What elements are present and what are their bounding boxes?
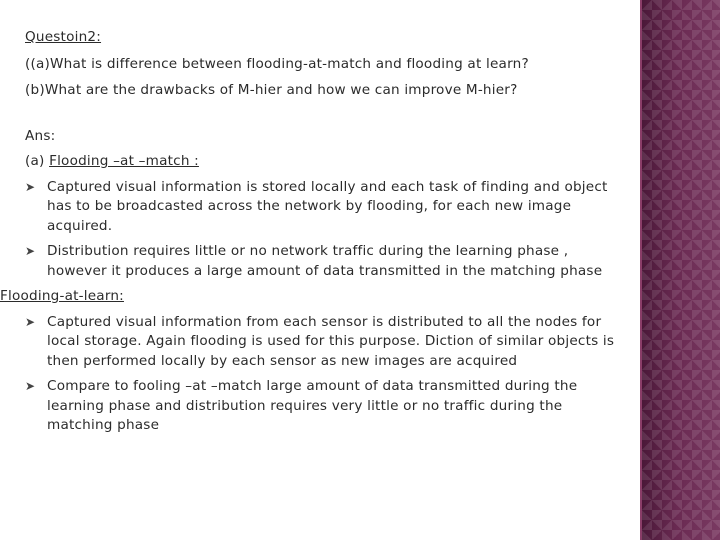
arrow-bullet-icon: ➤ — [25, 314, 36, 329]
arrow-bullet-icon: ➤ — [25, 379, 36, 393]
decorative-side-panel — [642, 0, 720, 540]
question-heading: Questoin2: — [25, 29, 102, 45]
section-a-prefix: (a) — [25, 153, 50, 169]
section-a-title: Flooding –at –match : — [49, 153, 199, 169]
bullet-text: Distribution requires little or no network traffic during the learning phase , however it produces a large amount of data transmitted in the matching phase — [47, 243, 603, 279]
section-b-title: Flooding-at-learn: — [0, 288, 124, 304]
arrow-bullet-icon: ➤ — [25, 244, 36, 258]
section-a-bullet-2 — [25, 242, 625, 281]
question-part-a: ((a)What is difference between flooding-at-match and flooding at learn? — [25, 55, 529, 72]
section-a-heading — [25, 152, 625, 172]
question-part-b: (b)What are the drawbacks of M-hier and how we can improve M-hier? — [25, 82, 518, 98]
answer-label: Ans: — [25, 127, 56, 144]
arrow-bullet-icon: ➤ — [25, 179, 36, 194]
bullet-text: Captured visual information from each sensor is distributed to all the nodes for local storage. Again flooding is used for this purpose. Diction of similar objects is then performed locally by each sensor as new images are acquired — [47, 313, 615, 369]
section-a-bullet-1 — [25, 178, 625, 237]
bullet-text: Compare to fooling –at –match large amount of data transmitted during the learning phase and distribution requires very little or no traffic during the matching phase — [47, 378, 578, 433]
slide-content — [0, 28, 625, 436]
section-b-bullet-1 — [25, 313, 625, 372]
section-b-bullet-2 — [25, 377, 625, 436]
bullet-text: Captured visual information is stored locally and each task of finding and object has to be broadcasted across the network by flooding, for each new image acquired. — [47, 178, 608, 234]
